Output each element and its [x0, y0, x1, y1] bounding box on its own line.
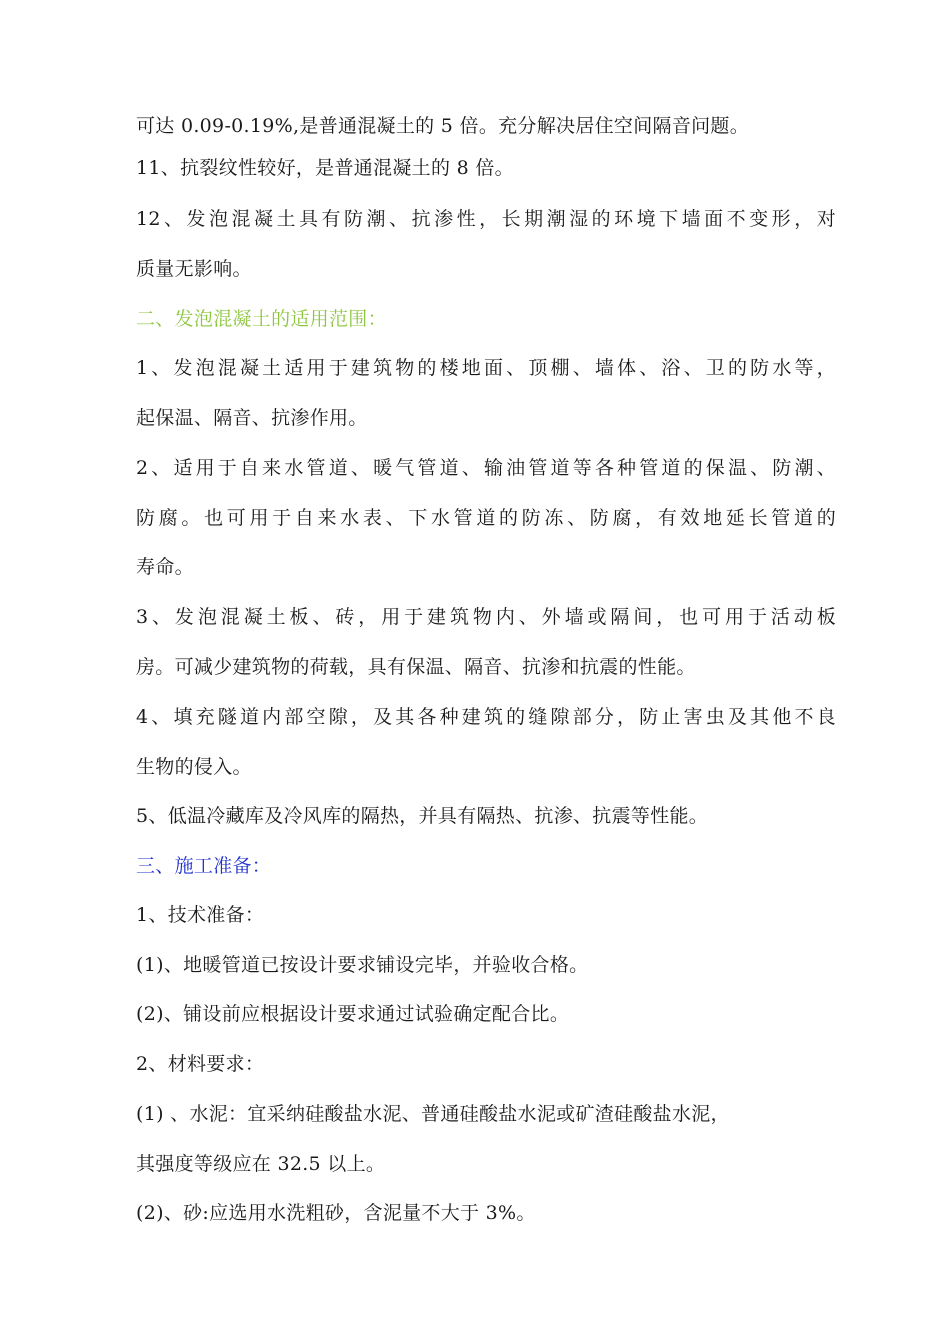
section-heading: 三、施工准备： — [136, 855, 272, 877]
paragraph-line: (1) 、水泥：宜采纳硅酸盐水泥、普通硅酸盐水泥或矿渣硅酸盐水泥， — [136, 1103, 730, 1125]
paragraph-line: 可达 0.09-0.19%,是普通混凝土的 5 倍。充分解决居住空间隔音问题。 — [136, 115, 750, 137]
paragraph-line: 5、低温冷藏库及冷风库的隔热，并具有隔热、抗渗、抗震等性能。 — [136, 805, 709, 827]
paragraph-line: (1)、地暖管道已按设计要求铺设完毕，并验收合格。 — [136, 954, 589, 976]
paragraph-line: 3、发泡混凝土板、砖，用于建筑物内、外墙或隔间，也可用于活动板 — [136, 606, 836, 628]
paragraph-line: (2)、砂:应选用水洗粗砂，含泥量不大于 3%。 — [136, 1202, 536, 1224]
paragraph-line: 质量无影响。 — [136, 258, 252, 280]
paragraph-line: 12、发泡混凝土具有防潮、抗渗性，长期潮湿的环境下墙面不变形，对 — [136, 208, 836, 230]
paragraph-line: 其强度等级应在 32.5 以上。 — [136, 1153, 386, 1175]
paragraph-line: 防腐。也可用于自来水表、下水管道的防冻、防腐，有效地延长管道的 — [136, 507, 836, 529]
paragraph-line: 2、适用于自来水管道、暖气管道、输油管道等各种管道的保温、防潮、 — [136, 457, 836, 479]
paragraph-line: 4、填充隧道内部空隙，及其各种建筑的缝隙部分，防止害虫及其他不良 — [136, 706, 836, 728]
paragraph-line: (2)、铺设前应根据设计要求通过试验确定配合比。 — [136, 1003, 570, 1025]
paragraph-line: 11、抗裂纹性较好，是普通混凝土的 8 倍。 — [136, 157, 514, 179]
paragraph-line: 1、技术准备： — [136, 904, 265, 926]
paragraph-line: 房。可减少建筑物的荷载，具有保温、隔音、抗渗和抗震的性能。 — [136, 656, 696, 678]
paragraph-line: 1、发泡混凝土适用于建筑物的楼地面、顶棚、墙体、浴、卫的防水等， — [136, 357, 836, 379]
paragraph-line: 生物的侵入。 — [136, 756, 252, 778]
paragraph-line: 起保温、隔音、抗渗作用。 — [136, 407, 368, 429]
section-heading: 二、发泡混凝土的适用范围： — [136, 308, 387, 330]
paragraph-line: 寿命。 — [136, 556, 194, 578]
paragraph-line: 2、材料要求： — [136, 1053, 265, 1075]
